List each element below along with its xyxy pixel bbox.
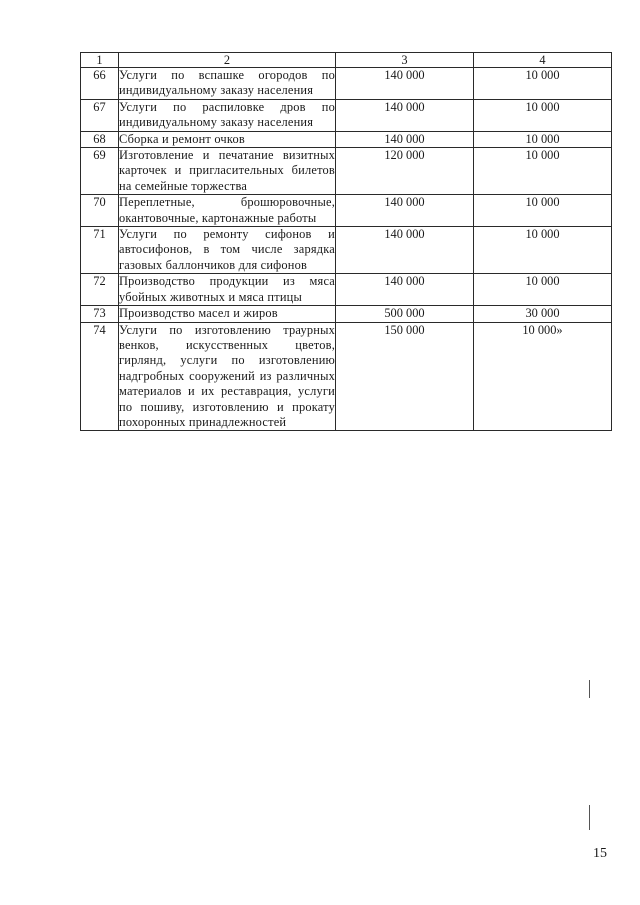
row-number: 72 [81, 274, 119, 306]
header-col-3: 3 [336, 53, 474, 68]
header-col-1: 1 [81, 53, 119, 68]
amount-col-3: 140 000 [336, 68, 474, 100]
amount-col-4: 10 000 [474, 227, 612, 274]
row-number: 70 [81, 195, 119, 227]
service-description: Изготовление и печатание визитных карточек и пригласительных билетов на семейные торжества [119, 148, 335, 193]
amount-col-3: 150 000 [336, 322, 474, 431]
table-row [81, 227, 612, 274]
service-description: Услуги по ремонту сифонов и автосифонов, в том числе зарядка газовых баллончиков для сифонов [119, 227, 335, 272]
amount-col-4: 10 000» [474, 322, 612, 431]
row-number: 68 [81, 131, 119, 147]
amount-col-4: 10 000 [474, 195, 612, 227]
header-col-4: 4 [474, 53, 612, 68]
row-number: 71 [81, 227, 119, 274]
amount-col-4: 10 000 [474, 131, 612, 147]
amount-col-4: 30 000 [474, 306, 612, 322]
service-description: Сборка и ремонт очков [119, 131, 336, 147]
row-number: 73 [81, 306, 119, 322]
service-description: Производство продукции из мяса убойных животных и мяса птицы [119, 274, 335, 304]
amount-col-3: 140 000 [336, 131, 474, 147]
amount-col-4: 10 000 [474, 68, 612, 100]
scan-artifact-line [589, 805, 590, 830]
amount-col-4: 10 000 [474, 99, 612, 131]
row-number: 69 [81, 148, 119, 195]
table-row [81, 99, 612, 131]
service-description: Производство масел и жиров [119, 306, 336, 322]
amount-col-3: 500 000 [336, 306, 474, 322]
row-number: 67 [81, 99, 119, 131]
table-row [81, 322, 612, 431]
amount-col-3: 140 000 [336, 274, 474, 306]
service-description: Услуги по изготовлению траурных венков, искусственных цветов, гирлянд, услуги по изготовлению надгробных сооружений из различных материалов и их реставрация, услуги по пошиву, изготовлению и прокату похоронных принадлежностей [119, 322, 335, 429]
header-row [81, 53, 612, 68]
service-description: Услуги по распиловке дров по индивидуальному заказу населения [119, 99, 335, 130]
amount-col-3: 140 000 [336, 227, 474, 274]
page-number: 15 [593, 846, 607, 861]
amount-col-3: 140 000 [336, 99, 474, 131]
row-number: 74 [81, 322, 119, 431]
table-row [81, 131, 612, 147]
service-description: Переплетные, брошюровочные, окантовочные, картонажные работы [119, 195, 335, 225]
amount-col-3: 120 000 [336, 148, 474, 195]
amount-col-4: 10 000 [474, 274, 612, 306]
fee-table [80, 52, 612, 431]
table-row [81, 148, 612, 195]
table-row [81, 306, 612, 322]
header-col-2: 2 [119, 53, 336, 68]
amount-col-3: 140 000 [336, 195, 474, 227]
row-number: 66 [81, 68, 119, 100]
table-row [81, 274, 612, 306]
amount-col-4: 10 000 [474, 148, 612, 195]
service-description: Услуги по вспашке огородов по индивидуальному заказу населения [119, 68, 335, 98]
scan-artifact-line [589, 680, 590, 698]
table-row [81, 68, 612, 100]
table-row [81, 195, 612, 227]
